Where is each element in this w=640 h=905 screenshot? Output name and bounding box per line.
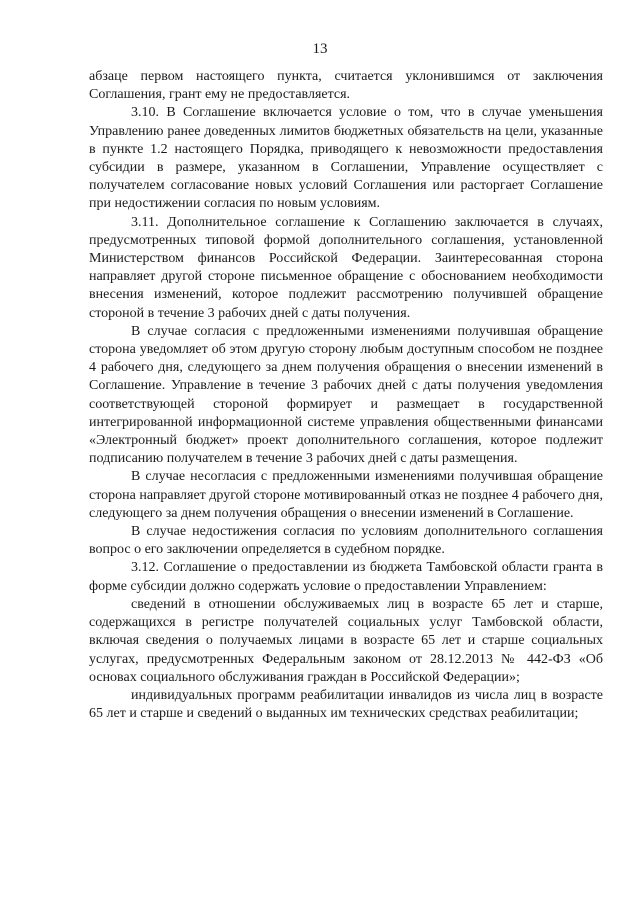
paragraph-3-11: 3.11. Дополнительное соглашение к Соглашению заключается в случаях, предусмотренных типовой формой дополнительного соглашения, установленной Министерством финансов Российской Федерации. Заинтересованная сторона направляет другой стороне письменное обращение с обоснованием необходимости внесения изменений, которое подлежит рассмотрению получившей обращение стороной в течение 3 рабочих дней с даты получения.	[89, 214, 603, 321]
paragraph-3-10: 3.10. В Соглашение включается условие о том, что в случае уменьшения Управлению ранее доведенных лимитов бюджетных обязательств на цели, указанные в пункте 1.2 настоящего Порядка, приводящего к невозможности предоставления субсидии в размере, указанном в Соглашении, Управление осуществляет с получателем согласование новых условий Соглашения или расторгает Соглашение при недостижении согласия по новым условиям.	[89, 105, 603, 212]
page-number: 13	[312, 41, 328, 57]
document-body	[89, 68, 603, 723]
paragraph-rehabilitation: индивидуальных программ реабилитации инвалидов из числа лиц в возрасте 65 лет и старше и сведений о выданных им технических средствах реабилитации;	[89, 687, 603, 722]
paragraph-continuation: абзаце первом настоящего пункта, считается уклонившимся от заключения Соглашения, грант ему не предоставляется.	[89, 69, 603, 103]
paragraph-consent: В случае согласия с предложенными изменениями получившая обращение сторона уведомляет об этом другую сторону любым доступным способом не позднее 4 рабочего дня, следующего за днем получения обращения о внесении изменений в Соглашение. Управление в течение 3 рабочих дней с даты получения уведомления соответствующей стороной формирует и размещает в государственной интегрированной информационной системе управления общественными финансами «Электронный бюджет» проект дополнительного соглашения, которое подлежит подписанию получателем в течение 3 рабочих дней с даты размещения.	[89, 323, 603, 467]
paragraph-no-agreement: В случае недостижения согласия по условиям дополнительного соглашения вопрос о его заключении определяется в судебном порядке.	[89, 524, 603, 558]
paragraph-registry-info: сведений в отношении обслуживаемых лиц в возрасте 65 лет и старше, содержащихся в регистре получателей социальных услуг Тамбовской области, включая сведения о получаемых лицами в возрасте 65 лет и старше социальных услугах, предусмотренных Федеральным законом от 28.12.2013 № 442-ФЗ «Об основах социального обслуживания граждан в Российской Федерации»;	[89, 596, 603, 685]
paragraph-disagreement: В случае несогласия с предложенными изменениями получившая обращение сторона направляет другой стороне мотивированный отказ не позднее 4 рабочего дня, следующего за днем получения обращения о внесении изменений в Соглашение.	[89, 469, 603, 521]
paragraph-3-12: 3.12. Соглашение о предоставлении из бюджета Тамбовской области гранта в форме субсидии должно содержать условие о предоставлении Управлением:	[89, 560, 603, 594]
